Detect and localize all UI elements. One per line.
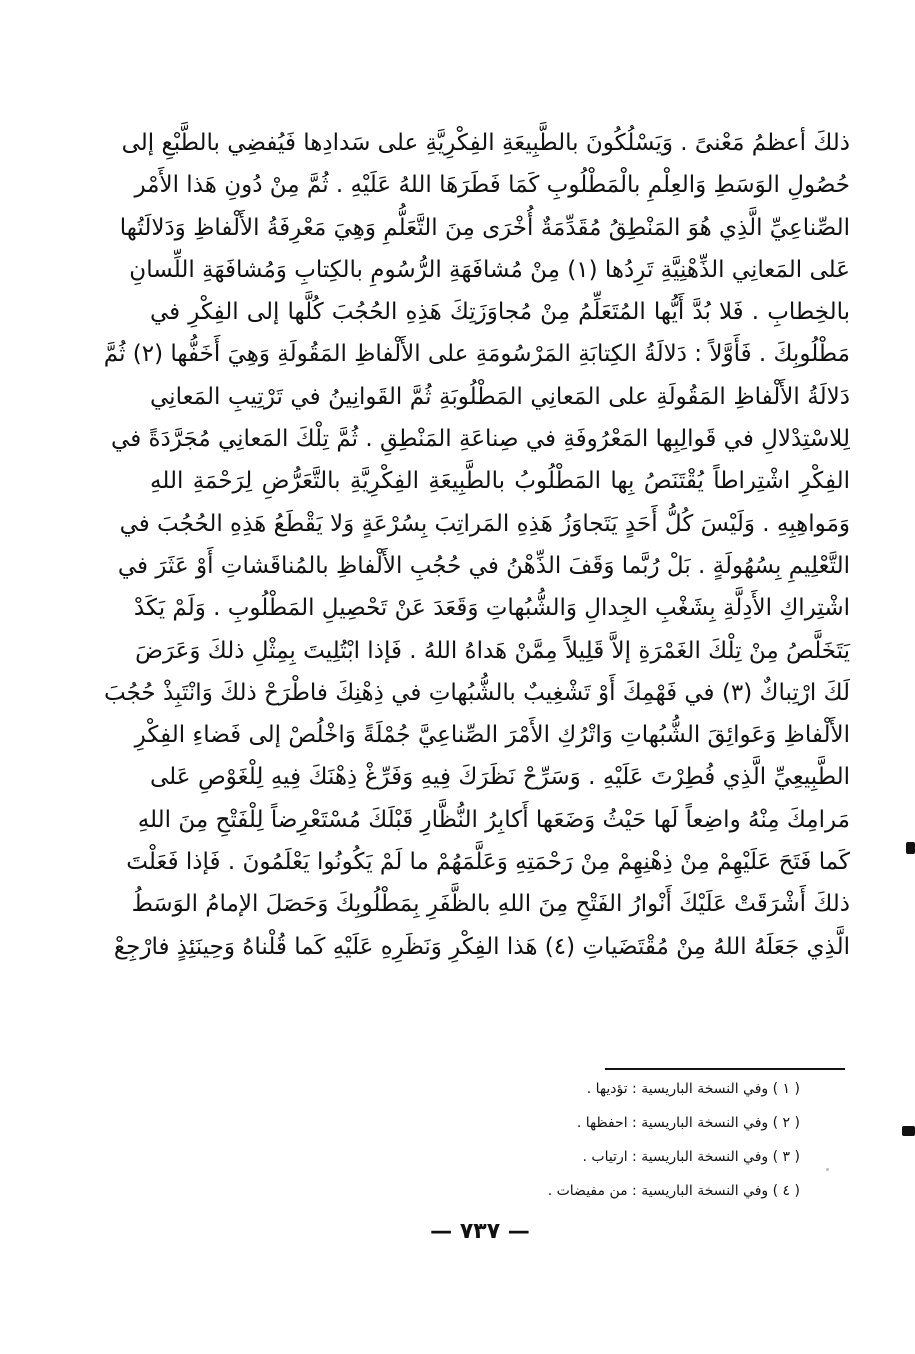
text-line-14: لَكَ ارْتِباكٌ (٣) في فَهْمِكَ أَوْ تَشْغِيبٌ بالشُّبُهاتِ في ذِهْنِكَ فاطْرَحْ ذلكَ وَانْتَبِذْ حُجُبَ [103,679,850,706]
text-line-8: لِلاسْتِدْلالِ في قَوالِبِها المَعْرُوفَةِ في صِناعَةِ المَنْطِقِ . ثُمَّ تِلْكَ المَعانِي مُجَرَّدَةً في [111,426,850,453]
text-line-16: الطَّبِيعِيِّ الَّذِي فُطِرْتَ عَلَيْهِ . وَسَرِّحْ نَظَرَكَ فِيهِ وَفَرِّغْ ذِهْنَكَ فِيهِ لِلْغَوْصِ عَلى [150,764,850,791]
footnote-4: ( ٤ ) وفي النسخة الباريسية : من مفيضات . [547,1183,800,1199]
text-line-5: بالخِطابِ . فَلا بُدَّ أَيُّها المُتَعَلِّمُ مِنْ مُجاوَزَتِكَ هَذِهِ الحُجُبَ كُلَّها إلى الفِكْرِ في [150,299,850,326]
footnotes-block [440,1072,800,1208]
page-number: — ٧٣٧ — [430,1219,530,1244]
scan-edge-mark-top [906,842,915,854]
text-line-10: وَمَواهِبِهِ . وَلَيْسَ كُلُّ أَحَدٍ يَتَجاوَزُ هَذِهِ المَراتِبَ بِسُرْعَةٍ وَلا يَقْطَعُ هَذِهِ الحُجُبَ في [119,510,850,537]
text-line-6: مَطْلُوبِكَ . فَأَوَّلاً : دَلالَةُ الكِتابَةِ المَرْسُومَةِ على الأَلْفاظِ المَقُولَةِ وَهِيَ أَخَفُّها (٢) ثُمَّ [103,341,850,368]
text-line-2: حُصُولِ الوَسَطِ وَالعِلْمِ بالْمَطْلُوبِ كَمَا فَطَرَهَا اللهُ عَلَيْهِ . ثُمَّ مِنْ دُونِ هَذا الأَمْر [134,172,850,199]
text-line-11: التَّعْلِيمِ بِسُهُولَةٍ . بَلْ رُبَّما وَقَفَ الذِّهْنُ في حُجُبِ الأَلْفاظِ بالمُناقَشاتِ أَوْ عَثَرَ في [117,552,850,579]
scan-speck [842,930,844,932]
text-line-12: اشْتِراكِ الأَدِلَّةِ بِشَغْبِ الجِدالِ وَالشُّبُهاتِ وَقَعَدَ عَنْ تَحْصِيلِ المَطْلُوبِ . وَلَمْ يَكَدْ [133,595,850,622]
text-line-3: الصِّناعِيِّ الَّذِي هُوَ المَنْطِقُ مُقَدِّمَةٌ أُخْرَى مِنَ التَّعَلُّمِ وَهِيَ مَعْرِفَةُ الأَلْفاظِ وَدَلالَتُها [119,214,850,241]
main-text-block [103,122,850,968]
text-line-4: عَلى المَعانِي الذِّهْنِيَّةِ تَرِدُها (١) مِنْ مُشافَهَةِ الرُّسُومِ بالكِتابِ وَمُشافَهَةِ اللِّسانِ [129,256,850,283]
text-line-9: الفِكْرِ اشْتِراطاً يُقْتَنَصُ بِها المَطْلُوبُ بالطَّبِيعَةِ الفِكْرِيَّةِ بالتَّعَرُّضِ لِرَحْمَةِ اللهِ [150,468,850,495]
text-line-7: دَلالَةُ الأَلْفاظِ المَقُولَةِ على المَعانِي المَطْلُوبَةِ ثُمَّ القَوانِينُ في تَرْتِيبِ المَعانِي [150,383,850,410]
scan-speck [826,1168,829,1171]
footnote-3: ( ٣ ) وفي النسخة الباريسية : ارتياب . [582,1149,800,1165]
footnote-2: ( ٢ ) وفي النسخة الباريسية : احفظها . [576,1115,800,1131]
text-line-13: يَتَخَلَّصُ مِنْ تِلْكَ الغَمْرَةِ إلاَّ قَلِيلاً مِمَّنْ هَداهُ اللهُ . فَإذا ابْتُلِيتَ بِمِثْلِ ذلكَ وَعَرَضَ [135,637,850,664]
footnote-1: ( ١ ) وفي النسخة الباريسية : تؤديها . [586,1081,800,1097]
text-line-19: ذلكَ أَشْرَقَتْ عَلَيْكَ أَنْوارُ الفَتْحِ مِنَ اللهِ بالظَّفَرِ بِمَطْلُوبِكَ وَحَصَلَ الإمامُ الوَسَطُ [131,891,850,918]
text-line-15: الأَلْفاظِ وَعَوائِقَ الشُّبُهاتِ وَاتْرُكِ الأَمْرَ الصِّناعِيَّ جُمْلَةً وَاخْلُصْ إلى فَضاءِ الفِكْرِ [134,722,850,749]
footnote-separator [605,1068,845,1070]
scan-edge-mark-bottom [902,1126,915,1136]
text-line-18: كَما فَتَحَ عَلَيْهِمْ مِنْ ذِهْنِهِمْ مِنْ رَحْمَتِهِ وَعَلَّمَهُمْ ما لَمْ يَكُونُوا يَعْلَمُونَ . فَإذا فَعَلْتَ [126,849,850,876]
text-line-17: مَرامِكَ مِنْهُ واضِعاً لَها حَيْثُ وَضَعَها أَكابِرُ النُّظَّارِ قَبْلَكَ مُسْتَعْرِضاً لِلْفَتْحِ مِنَ اللهِ [137,806,850,833]
text-line-20: الَّذِي جَعَلَهُ اللهُ مِنْ مُقْتَضَياتِ (٤) هَذا الفِكْرِ وَنَظَرِهِ عَلَيْهِ كَما قُلْناهُ وَحِينَئِذٍ فارْجِعْ [113,933,850,960]
text-line-1: ذلكَ أعظمُ مَعْنىً . وَيَسْلُكُونَ بالطَّبِيعَةِ الفِكْرِيَّةِ على سَدادِها فَيُفضِي بالطَّبْعِ إلى [121,130,850,156]
